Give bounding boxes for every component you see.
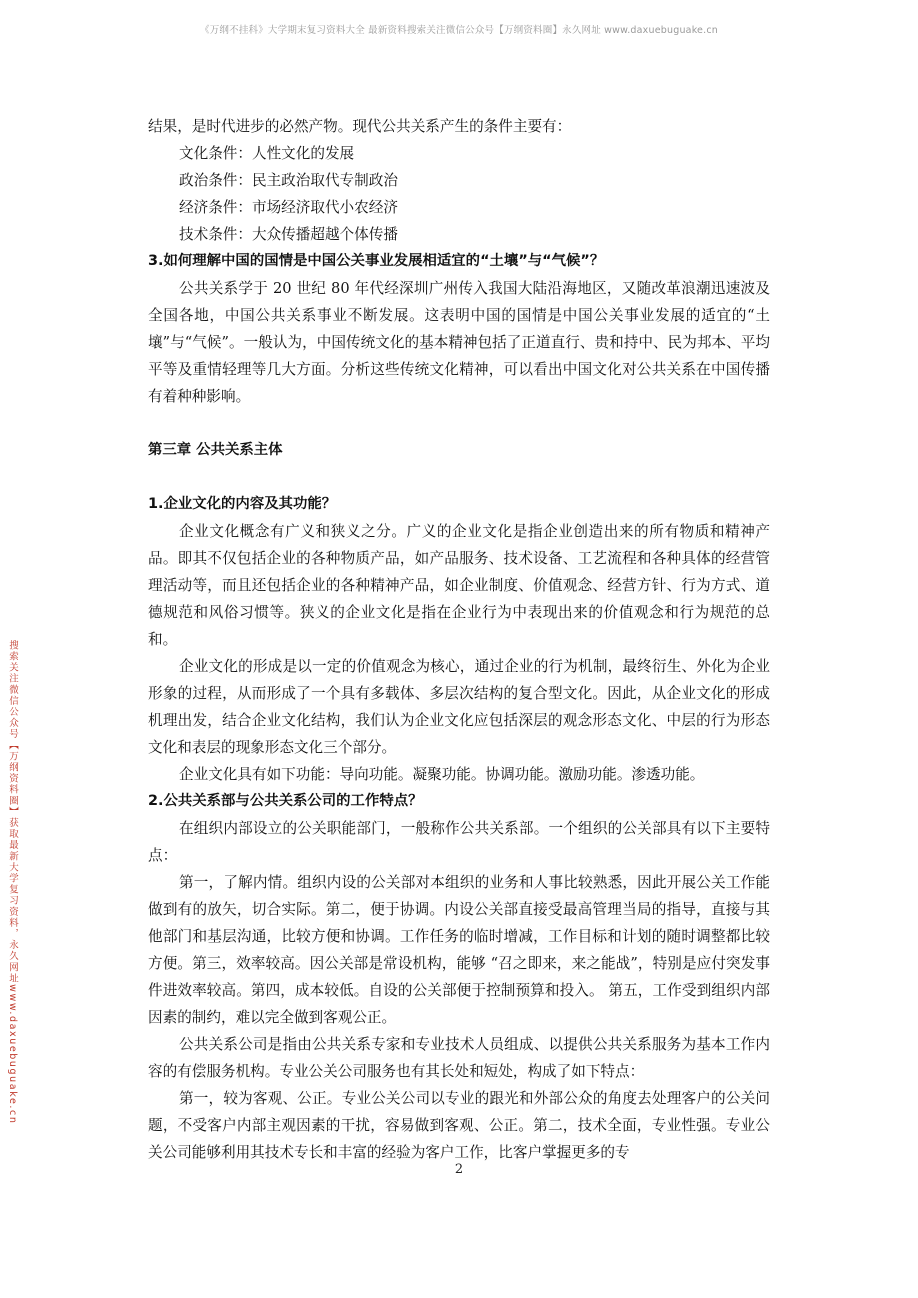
question-2-title: 2.公共关系部与公共关系公司的工作特点？ [148,793,423,809]
chapter-title: 第三章 公共关系主体 [148,442,283,458]
condition-item: 技术条件：大众传播超越个体传播 [179,226,398,243]
document-body [148,113,770,1166]
page-header-banner: 《万纲不挂科》大学期末复习资料大全 最新资料搜索关注微信公众号【万纲资料圈】永久网址 www.daxuebuguake.cn [200,25,718,36]
intro-paragraph: 结果，是时代进步的必然产物。现代公共关系产生的条件主要有： [148,118,572,135]
question-3-answer: 公共关系学于 20 世纪 80 年代经深圳广州传入我国大陆沿海地区，又随改革浪潮迅速波及全国各地，中国公共关系事业不断发展。这表明中国的国情是中国公关事业发展的适宜的“土壤”与“气候”。一般认为，中国传统文化的基本精神包括了正道直行、贵和持中、民为邦本、平均平等及重情轻理等几大方面。分析这些传统文化精神，可以看出中国文化对公共关系在中国传播有着种种影响。 [148,280,770,405]
condition-item: 文化条件：人性文化的发展 [179,145,355,162]
question-1-title: 1.企业文化的内容及其功能？ [148,496,337,512]
question-2-paragraph: 公共关系公司是指由公共关系专家和专业技术人员组成、以提供公共关系服务为基本工作内容的有偿服务机构。专业公关公司服务也有其长处和短处，构成了如下特点： [148,1036,770,1080]
question-1-paragraph: 企业文化的形成是以一定的价值观念为核心，通过企业的行为机制，最终衍生、外化为企业形象的过程，从而形成了一个具有多载体、多层次结构的复合型文化。因此，从企业文化的形成机理出发，结合企业文化结构，我们认为企业文化应包括深层的观念形态文化、中层的行为形态文化和表层的现象形态文化三个部分。 [148,658,770,756]
condition-item: 经济条件：市场经济取代小农经济 [179,199,398,216]
side-watermark-note: 搜索关注微信公众号【万纲资料圈】获取最新大学复习资料，永久网址www.daxuebuguake.cn [7,640,18,1125]
question-2-paragraph: 在组织内部设立的公关职能部门，一般称作公共关系部。一个组织的公关部具有以下主要特点： [148,820,770,864]
question-1-paragraph: 企业文化概念有广义和狭义之分。广义的企业文化是指企业创造出来的所有物质和精神产品。即其不仅包括企业的各种物质产品，如产品服务、技术设备、工艺流程和各种具体的经营管理活动等，而且还包括企业的各种精神产品，如企业制度、价值观念、经营方针、行为方式、道德规范和风俗习惯等。狭义的企业文化是指在企业行为中表现出来的价值观念和行为规范的总和。 [148,523,770,648]
question-3-title: 3.如何理解中国的国情是中国公关事业发展相适宜的“土壤”与“气候”？ [148,253,605,269]
question-1-paragraph: 企业文化具有如下功能：导向功能。凝聚功能。协调功能。激励功能。渗透功能。 [179,766,705,783]
page-number: 2 [454,1162,464,1177]
condition-item: 政治条件：民主政治取代专制政治 [179,172,398,189]
question-2-paragraph: 第一，了解内情。组织内设的公关部对本组织的业务和人事比较熟悉，因此开展公关工作能做到有的放矢，切合实际。第二，便于协调。内设公关部直接受最高管理当局的指导，直接与其他部门和基层沟通，比较方便和协调。工作任务的临时增减，工作目标和计划的随时调整都比较方便。第三，效率较高。因公关部是常设机构，能够 “召之即来，来之能战”，特别是应付突发事件进效率较高。第四，成本较低。自设的公关部便于控制预算和投入。 第五，工作受到组织内部因素的制约，难以完全做到客观公正。 [148,874,770,1026]
question-2-paragraph: 第一，较为客观、公正。专业公关公司以专业的跟光和外部公众的角度去处理客户的公关问题，不受客户内部主观因素的干扰，容易做到客观、公正。第二，技术全面，专业性强。专业公关公司能够利用其技术专长和丰富的经验为客户工作，比客户掌握更多的专 [148,1090,770,1161]
